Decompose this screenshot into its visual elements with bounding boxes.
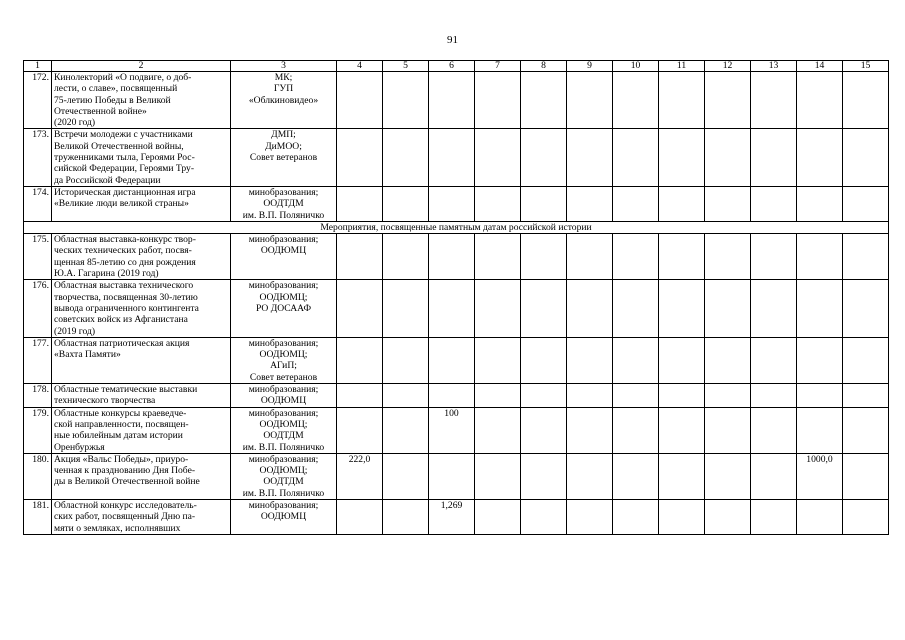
description-line: «Вахта Памяти» [54, 349, 121, 361]
funding-value-col-13 [751, 186, 797, 221]
funding-value-col-11 [659, 499, 705, 534]
funding-value-col-12 [705, 280, 751, 337]
funding-value-col-15 [843, 280, 889, 337]
description-line: Кинолекторий «О подвиге, о доб- [54, 72, 192, 83]
event-description [52, 186, 231, 221]
description-line: Ю.А. Гагарина (2019 год) [54, 268, 159, 280]
funding-value-col-12 [705, 453, 751, 499]
funding-value-col-14 [797, 384, 843, 408]
event-description [52, 407, 231, 453]
funding-value-col-5 [383, 186, 429, 221]
description-line: Областные конкурсы краеведче- [54, 407, 187, 419]
executor-line: ООДЮМЦ [260, 395, 307, 407]
description-line: да Российской Федерации [54, 174, 161, 186]
funding-value-col-4 [337, 280, 383, 337]
description-line: ченная к празднованию Дня Побе- [54, 465, 196, 477]
funding-value-col-13 [751, 234, 797, 280]
column-header: 5 [383, 61, 429, 72]
funding-value-col-5 [383, 384, 429, 408]
description-line: Акция «Вальс Победы», приуро- [54, 453, 189, 465]
description-line: (2020 год) [54, 117, 96, 129]
description-line: технического творчества [54, 395, 156, 407]
funding-value-col-10 [613, 337, 659, 383]
funding-value-col-6 [429, 453, 475, 499]
funding-value-col-15 [843, 129, 889, 186]
row-number: 179. [24, 407, 52, 453]
funding-value-col-6 [429, 384, 475, 408]
executors [231, 407, 337, 453]
funding-value-col-9 [567, 499, 613, 534]
description-line: советских войск из Афганистана [54, 314, 188, 326]
funding-value-col-15 [843, 453, 889, 499]
funding-value-col-4 [337, 186, 383, 221]
section-row [24, 221, 889, 233]
event-description [52, 72, 231, 129]
description-line: Областные тематические выставки [54, 384, 198, 396]
funding-value-col-13 [751, 337, 797, 383]
description-line: Областная выставка технического [54, 280, 194, 292]
executor-line: минобразования; [248, 186, 319, 198]
executors [231, 337, 337, 383]
funding-value-col-11 [659, 453, 705, 499]
executor-line: ООДТДМ [263, 198, 304, 210]
funding-value-col-12 [705, 129, 751, 186]
event-description [52, 280, 231, 337]
funding-value-col-14 [797, 499, 843, 534]
funding-value-col-4 [337, 234, 383, 280]
description-line: вывода ограниченного контингента [54, 302, 199, 314]
description-line: Областная выставка-конкурс твор- [54, 234, 196, 246]
column-header: 6 [429, 61, 475, 72]
funding-value-col-12 [705, 72, 751, 129]
executor-line: ГУП [273, 83, 294, 95]
funding-value-col-13 [751, 499, 797, 534]
funding-value-col-5 [383, 453, 429, 499]
funding-value-col-10 [613, 129, 659, 186]
executors [231, 186, 337, 221]
column-header: 15 [843, 61, 889, 72]
description-line: щенная 85-летию со дня рождения [54, 256, 196, 268]
column-header: 3 [231, 61, 337, 72]
funding-value-col-9 [567, 234, 613, 280]
description-line: лести, о славе», посвященный [54, 83, 178, 95]
description-line: 75-летию Победы в Великой [54, 94, 171, 106]
row-number: 176. [24, 280, 52, 337]
funding-value-col-14 [797, 234, 843, 280]
executor-line: ООДЮМЦ [260, 511, 307, 523]
funding-value-col-6 [429, 337, 475, 383]
funding-value-col-10 [613, 72, 659, 129]
funding-value-col-15 [843, 499, 889, 534]
description-line: Великой Отечественной войны, [54, 140, 184, 152]
executor-line: ООДЮМЦ [260, 245, 307, 257]
funding-value-col-10 [613, 407, 659, 453]
funding-value-col-7 [475, 234, 521, 280]
executor-line: АГиП; [270, 360, 297, 372]
column-header: 14 [797, 61, 843, 72]
table-row [24, 499, 889, 534]
executor-line: минобразования; [248, 499, 319, 511]
executor-line: ДМП; [271, 129, 296, 141]
funding-value-col-4: 222,0 [337, 453, 383, 499]
row-number: 175. [24, 234, 52, 280]
funding-value-col-10 [613, 186, 659, 221]
executors [231, 129, 337, 186]
funding-value-col-5 [383, 129, 429, 186]
executor-line: минобразования; [248, 384, 319, 396]
funding-value-col-14 [797, 72, 843, 129]
column-header: 4 [337, 61, 383, 72]
column-header: 1 [24, 61, 52, 72]
row-number: 172. [24, 72, 52, 129]
description-line: ческих технических работ, посвя- [54, 245, 192, 257]
executors [231, 72, 337, 129]
description-line: Областной конкурс исследователь- [54, 499, 197, 511]
funding-value-col-11 [659, 407, 705, 453]
funding-value-col-14 [797, 280, 843, 337]
funding-value-col-12 [705, 384, 751, 408]
column-header: 8 [521, 61, 567, 72]
description-line: Историческая дистанционная игра [54, 186, 196, 198]
executor-line: МК; [274, 72, 293, 83]
funding-value-col-8 [521, 384, 567, 408]
funding-value-col-13 [751, 384, 797, 408]
funding-value-col-8 [521, 337, 567, 383]
row-number: 173. [24, 129, 52, 186]
funding-value-col-10 [613, 280, 659, 337]
executor-line: ООДЮМЦ; [259, 291, 308, 303]
executor-line: им. В.П. Поляничко [242, 209, 325, 221]
funding-value-col-8 [521, 407, 567, 453]
funding-value-col-5 [383, 72, 429, 129]
event-description [52, 337, 231, 383]
executors [231, 453, 337, 499]
column-header: 2 [52, 61, 231, 72]
funding-value-col-11 [659, 384, 705, 408]
table-row [24, 384, 889, 408]
executor-line: ООДТДМ [263, 430, 304, 442]
funding-value-col-13 [751, 453, 797, 499]
executors [231, 234, 337, 280]
funding-value-col-8 [521, 234, 567, 280]
funding-value-col-5 [383, 234, 429, 280]
funding-value-col-11 [659, 72, 705, 129]
funding-value-col-12 [705, 499, 751, 534]
executor-line: им. В.П. Поляничко [242, 441, 325, 453]
funding-value-col-7 [475, 72, 521, 129]
executor-line: минобразования; [248, 234, 319, 246]
funding-value-col-7 [475, 129, 521, 186]
column-header: 12 [705, 61, 751, 72]
funding-value-col-6 [429, 234, 475, 280]
executor-line: минобразования; [248, 453, 319, 465]
description-line: Оренбуржья [54, 441, 105, 453]
funding-value-col-7 [475, 337, 521, 383]
description-line: ды в Великой Отечественной войне [54, 476, 200, 488]
funding-value-col-13 [751, 129, 797, 186]
table-row [24, 407, 889, 453]
column-header: 10 [613, 61, 659, 72]
funding-value-col-13 [751, 72, 797, 129]
funding-value-col-7 [475, 186, 521, 221]
row-number: 177. [24, 337, 52, 383]
funding-value-col-10 [613, 234, 659, 280]
table-row [24, 72, 889, 129]
column-header: 7 [475, 61, 521, 72]
executor-line: минобразования; [248, 407, 319, 419]
executor-line: ООДЮМЦ; [259, 418, 308, 430]
funding-value-col-8 [521, 453, 567, 499]
funding-value-col-11 [659, 234, 705, 280]
funding-value-col-4 [337, 499, 383, 534]
description-line: сийской Федерации, Героями Тру- [54, 163, 195, 175]
executor-line: минобразования; [248, 280, 319, 292]
event-description [52, 499, 231, 534]
description-line: Отечественной войне» [54, 105, 147, 117]
funding-value-col-7 [475, 499, 521, 534]
funding-value-col-13 [751, 407, 797, 453]
funding-value-col-15 [843, 234, 889, 280]
table-row [24, 129, 889, 186]
funding-value-col-4 [337, 129, 383, 186]
funding-value-col-14 [797, 407, 843, 453]
table-row [24, 280, 889, 337]
executors [231, 384, 337, 408]
funding-value-col-4 [337, 337, 383, 383]
funding-value-col-7 [475, 384, 521, 408]
table-row [24, 186, 889, 221]
funding-value-col-11 [659, 280, 705, 337]
executor-line: РО ДОСААФ [255, 302, 312, 314]
funding-value-col-14 [797, 129, 843, 186]
funding-value-col-10 [613, 499, 659, 534]
executors [231, 499, 337, 534]
funding-value-col-12 [705, 234, 751, 280]
description-line: творчества, посвященная 30-летию [54, 291, 198, 303]
description-line: ской направленности, посвящен- [54, 418, 189, 430]
executor-line: Совет ветеранов [249, 371, 318, 383]
executor-line: ООДЮМЦ; [259, 465, 308, 477]
executor-line: ООДТДМ [263, 476, 304, 488]
column-header: 13 [751, 61, 797, 72]
funding-value-col-6: 100 [429, 407, 475, 453]
description-line: Областная патриотическая акция [54, 337, 190, 349]
funding-value-col-12 [705, 407, 751, 453]
event-description [52, 234, 231, 280]
funding-value-col-5 [383, 407, 429, 453]
funding-value-col-15 [843, 384, 889, 408]
column-header: 9 [567, 61, 613, 72]
description-line: ских работ, посвященный Дню па- [54, 511, 196, 523]
description-line: ные юбилейным датам истории [54, 430, 183, 442]
description-line: Встречи молодежи с участниками [54, 129, 193, 141]
funding-value-col-9 [567, 280, 613, 337]
header-row [24, 61, 889, 72]
funding-value-col-8 [521, 280, 567, 337]
funding-value-col-10 [613, 384, 659, 408]
funding-value-col-4 [337, 72, 383, 129]
executor-line: «Облкиновидео» [248, 94, 319, 106]
event-description [52, 453, 231, 499]
funding-value-col-11 [659, 337, 705, 383]
table-row [24, 453, 889, 499]
row-number: 181. [24, 499, 52, 534]
funding-value-col-11 [659, 186, 705, 221]
funding-value-col-4 [337, 407, 383, 453]
funding-value-col-13 [751, 280, 797, 337]
executor-line: им. В.П. Поляничко [242, 487, 325, 499]
row-number: 174. [24, 186, 52, 221]
funding-value-col-6: 1,269 [429, 499, 475, 534]
funding-value-col-14 [797, 337, 843, 383]
funding-value-col-9 [567, 384, 613, 408]
funding-value-col-15 [843, 407, 889, 453]
funding-value-col-6 [429, 129, 475, 186]
funding-value-col-15 [843, 72, 889, 129]
funding-value-col-15 [843, 186, 889, 221]
funding-value-col-14: 1000,0 [797, 453, 843, 499]
event-description [52, 384, 231, 408]
funding-value-col-9 [567, 72, 613, 129]
funding-value-col-15 [843, 337, 889, 383]
description-line: «Великие люди великой страны» [54, 198, 189, 210]
funding-value-col-5 [383, 499, 429, 534]
table-row [24, 234, 889, 280]
funding-value-col-9 [567, 186, 613, 221]
funding-value-col-9 [567, 407, 613, 453]
event-description [52, 129, 231, 186]
funding-value-col-8 [521, 129, 567, 186]
description-line: (2019 год) [54, 325, 96, 337]
description-line: мяти о земляках, исполнявших [54, 522, 181, 534]
funding-value-col-9 [567, 337, 613, 383]
executor-line: Совет ветеранов [249, 152, 318, 164]
funding-value-col-4 [337, 384, 383, 408]
funding-value-col-14 [797, 186, 843, 221]
funding-value-col-6 [429, 186, 475, 221]
funding-value-col-12 [705, 337, 751, 383]
funding-value-col-7 [475, 453, 521, 499]
executors [231, 280, 337, 337]
funding-value-col-5 [383, 280, 429, 337]
page-number: 91 [447, 34, 458, 46]
funding-value-col-6 [429, 72, 475, 129]
funding-value-col-10 [613, 453, 659, 499]
executor-line: ДиМОО; [265, 140, 302, 152]
row-number: 180. [24, 453, 52, 499]
funding-value-col-5 [383, 337, 429, 383]
description-line: труженниками тыла, Героями Рос- [54, 152, 195, 164]
funding-value-col-9 [567, 453, 613, 499]
row-number: 178. [24, 384, 52, 408]
funding-value-col-8 [521, 499, 567, 534]
executor-line: минобразования; [248, 337, 319, 349]
funding-value-col-7 [475, 280, 521, 337]
section-title: Мероприятия, посвященные памятным датам российской истории [24, 221, 889, 233]
document-table [23, 60, 889, 535]
funding-value-col-7 [475, 407, 521, 453]
funding-value-col-6 [429, 280, 475, 337]
executor-line: ООДЮМЦ; [259, 349, 308, 361]
funding-value-col-12 [705, 186, 751, 221]
funding-value-col-11 [659, 129, 705, 186]
column-header: 11 [659, 61, 705, 72]
funding-value-col-9 [567, 129, 613, 186]
table-row [24, 337, 889, 383]
funding-value-col-8 [521, 186, 567, 221]
funding-value-col-8 [521, 72, 567, 129]
